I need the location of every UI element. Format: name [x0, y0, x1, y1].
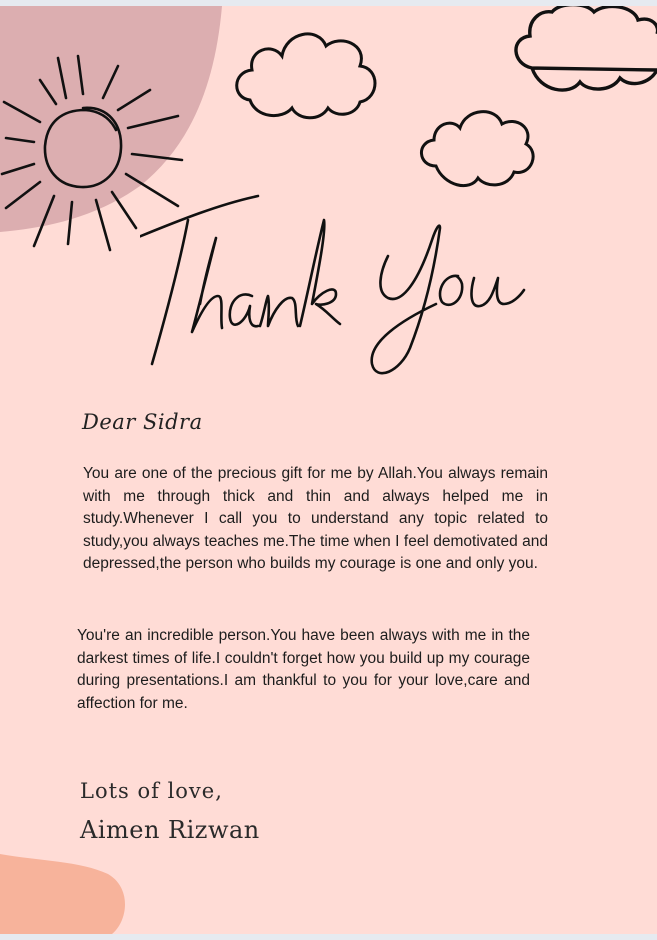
closing-line: Lots of love,: [80, 779, 223, 803]
cloud-icon: [516, 6, 657, 90]
salutation: Dear Sidra: [82, 410, 203, 434]
cloud-icon: [421, 112, 533, 186]
thank-you-lettering: [140, 192, 560, 392]
thank-you-title: [140, 192, 560, 392]
body-paragraph-1: You are one of the precious gift for me by Allah.You always remain with me through thick and thin and always helped me in study.Whenever I call you to understand any topic related to study,you always teaches me.The time when I feel demotivated and depressed,the person who builds my courage is one and only you.: [83, 465, 548, 572]
cloud-icon: [237, 34, 375, 118]
corner-blob-shape: [0, 854, 125, 934]
signature-name: Aimen Rizwan: [80, 816, 260, 844]
letter-page: [0, 6, 657, 934]
body-paragraph-2: You're an incredible person.You have been always with me in the darkest times of life.I couldn't forget how you build up my courage during presentations.I am thankful to you for your love,care and affection for me.: [77, 627, 530, 712]
